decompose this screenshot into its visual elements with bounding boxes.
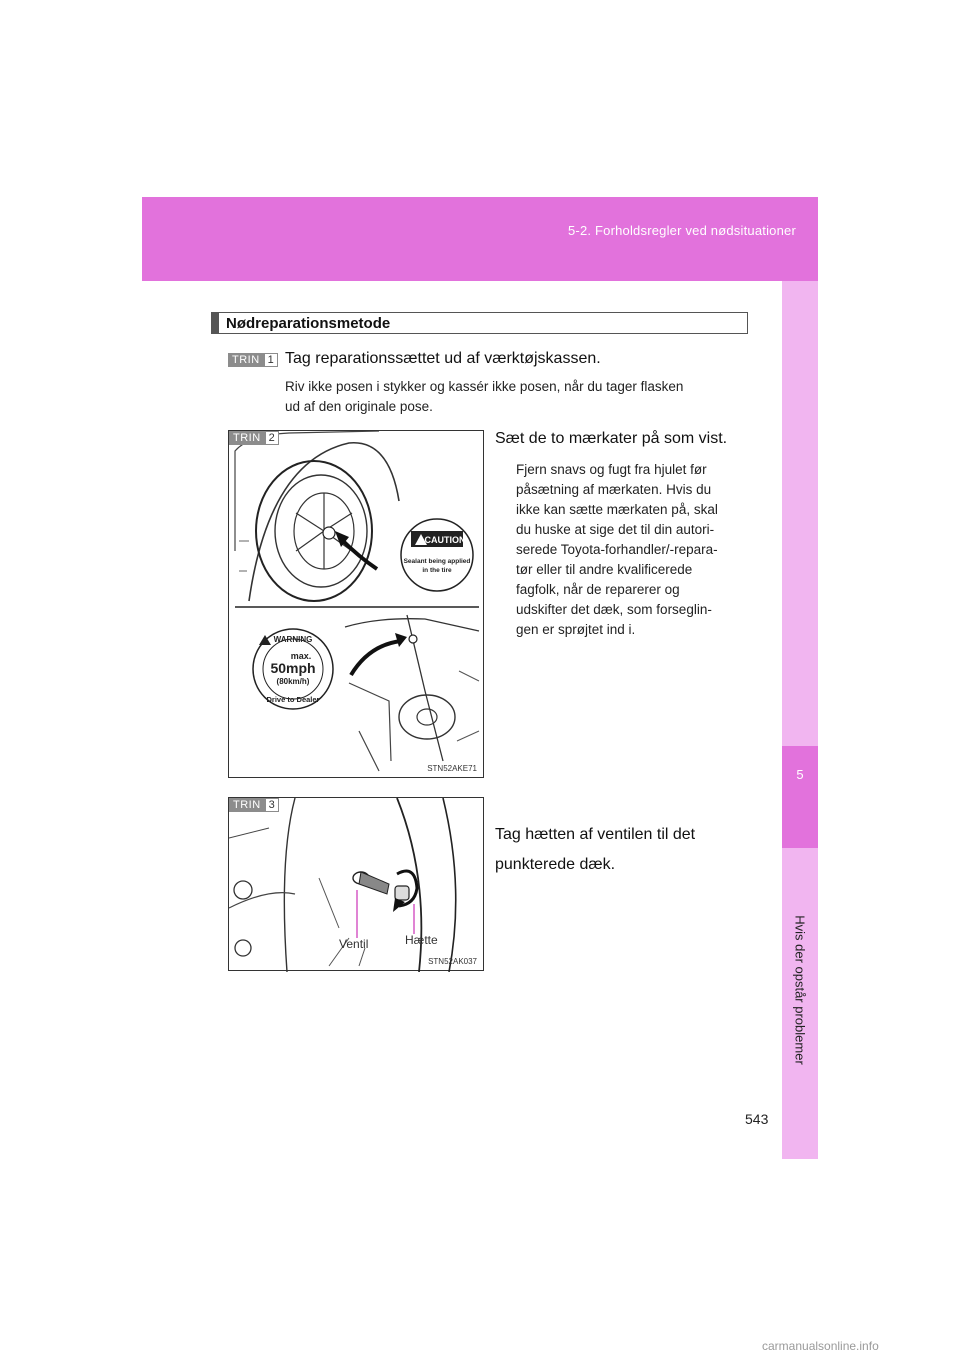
header-band <box>142 197 818 281</box>
svg-text:CAUTION: CAUTION <box>424 535 466 545</box>
step-2-note-line-8: udskifter det dæk, som forseglin- <box>516 602 712 617</box>
step-2-note-line-9: gen er sprøjtet ind i. <box>516 622 636 637</box>
chapter-tab-active <box>782 746 818 848</box>
step-3-badge: TRIN 3 <box>229 798 279 812</box>
cap-label: Hætte <box>405 933 438 947</box>
chapter-number: 5 <box>796 767 804 782</box>
step-2-note-line-7: fagfolk, når de reparerer og <box>516 582 680 597</box>
section-title: Nødreparationsmetode <box>226 315 391 332</box>
step-3-title-line-2: punkterede dæk. <box>495 856 616 873</box>
step-3-title <box>495 820 747 880</box>
figure-stickers-drawing <box>229 431 485 779</box>
step-2-note-line-1: Fjern snavs og fugt fra hjulet før <box>516 462 707 477</box>
figure-valve <box>228 797 484 971</box>
svg-text:(80km/h): (80km/h) <box>276 677 310 686</box>
svg-text:max.: max. <box>290 651 312 661</box>
valve-label: Ventil <box>339 937 369 951</box>
step-2-note-line-3: ikke kan sætte mærkaten på, skal <box>516 502 718 517</box>
step-2-badge: TRIN 2 <box>229 431 279 445</box>
step-1-badge: TRIN 1 <box>228 353 278 367</box>
svg-text:50mph: 50mph <box>270 660 316 676</box>
section-title-bar <box>211 312 748 334</box>
svg-text:WARNING: WARNING <box>273 635 313 644</box>
watermark: carmanualsonline.info <box>762 1339 879 1353</box>
chapter-title: Hvis der opstår problemer <box>792 915 808 1065</box>
svg-text:in the tire: in the tire <box>422 567 452 574</box>
section-header: 5-2. Forholdsregler ved nødsituationer <box>568 223 796 238</box>
step-1-note-line-2: ud af den originale pose. <box>285 399 433 414</box>
page-number: 543 <box>745 1111 769 1127</box>
svg-text:Sealant being applied: Sealant being applied <box>403 558 471 565</box>
figure-stickers <box>228 430 484 778</box>
svg-text:Drive to Dealer: Drive to Dealer <box>266 695 320 704</box>
step-2-title: Sæt de to mærkater på som vist. <box>495 430 728 447</box>
step-3-title-line-1: Tag hætten af ventilen til det <box>495 826 696 843</box>
step-2-note-line-5: serede Toyota-forhandler/-repara- <box>516 542 718 557</box>
figure-3-code: STN52AK037 <box>428 957 477 966</box>
step-2-note-line-6: tør eller til andre kvalificerede <box>516 562 693 577</box>
step-2-note-line-4: du huske at sige det til din autori- <box>516 522 715 537</box>
step-1-note-line-1: Riv ikke posen i stykker og kassér ikke posen, når du tager flasken <box>285 379 684 394</box>
step-2-note-line-2: påsætning af mærkaten. Hvis du <box>516 482 712 497</box>
step-1-title: Tag reparationssættet ud af værktøjskassen. <box>285 350 601 367</box>
figure-2-code: STN52AKE71 <box>427 764 477 773</box>
